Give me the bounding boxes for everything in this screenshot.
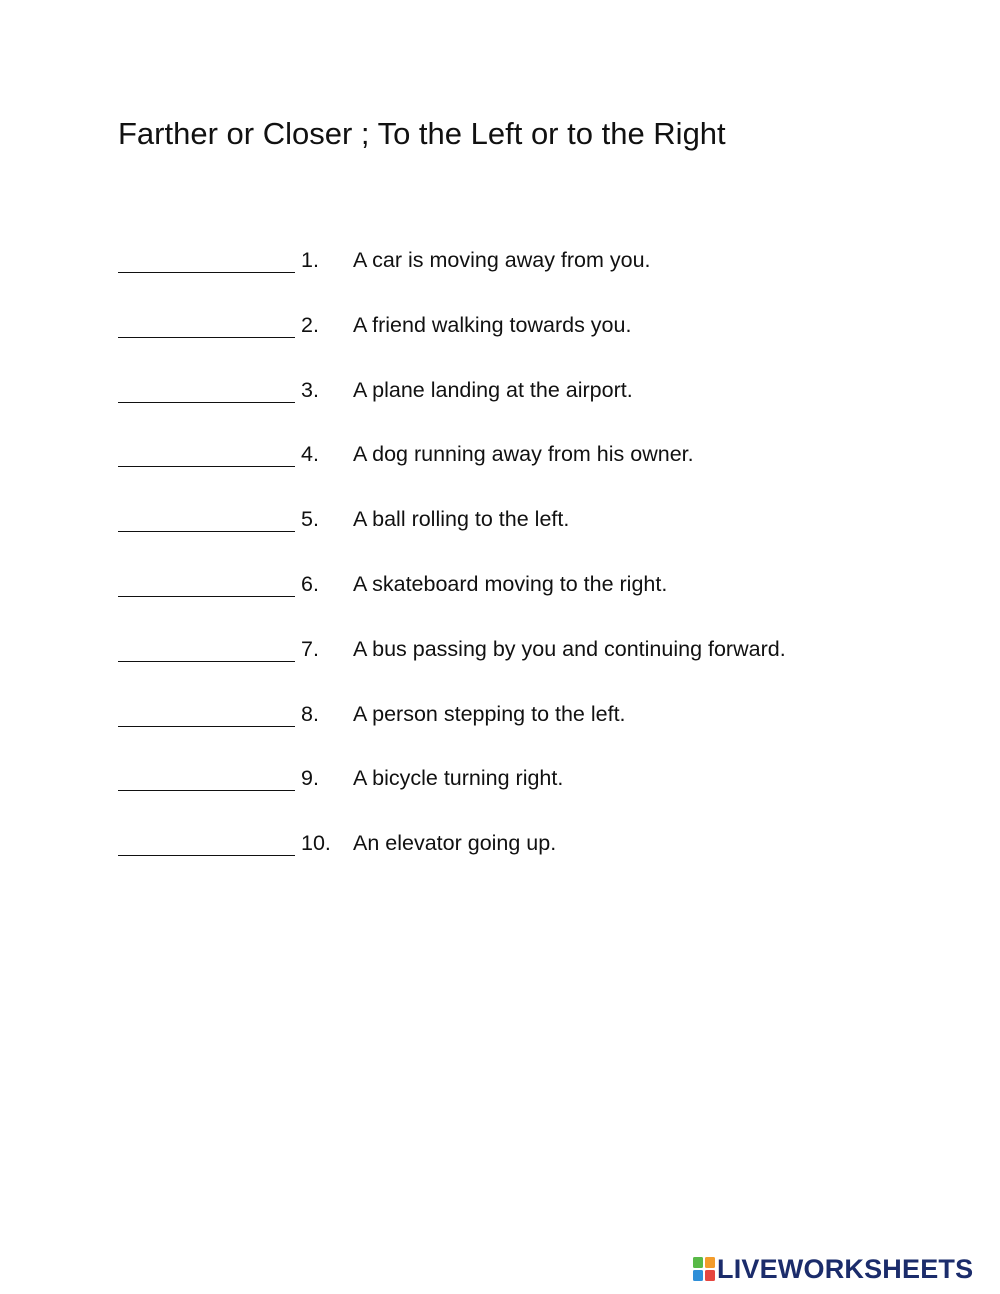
answer-blank[interactable] <box>118 726 295 727</box>
question-text: A plane landing at the airport. <box>353 377 633 402</box>
answer-blank[interactable] <box>118 661 295 662</box>
liveworksheets-logo[interactable] <box>693 1254 973 1284</box>
logo-mark-tile-e <box>705 1270 715 1281</box>
question-number: 3. <box>301 377 319 402</box>
question-number: 7. <box>301 636 319 661</box>
question-number: 10. <box>301 831 331 856</box>
worksheet-title: Farther or Closer ; To the Left or to the Right <box>118 116 726 151</box>
answer-blank[interactable] <box>118 337 295 338</box>
answer-blank[interactable] <box>118 790 295 791</box>
question-number: 9. <box>301 766 319 791</box>
logo-mark-tile-l <box>693 1257 703 1268</box>
question-number: 5. <box>301 507 319 532</box>
logo-mark-tile-v <box>693 1270 703 1281</box>
question-number: 1. <box>301 248 319 272</box>
logo-mark-tile-i <box>705 1257 715 1268</box>
question-text: A friend walking towards you. <box>353 312 632 337</box>
question-text: A dog running away from his owner. <box>353 442 694 467</box>
question-text: A ball rolling to the left. <box>353 507 570 532</box>
answer-blank[interactable] <box>118 855 295 856</box>
question-number: 8. <box>301 701 319 726</box>
question-text: An elevator going up. <box>353 831 557 856</box>
question-text: A skateboard moving to the right. <box>353 571 668 596</box>
answer-blank[interactable] <box>118 596 295 597</box>
question-number: 4. <box>301 442 319 467</box>
logo-wordmark: LIVEWORKSHEETS <box>717 1254 974 1284</box>
answer-blank[interactable] <box>118 402 295 403</box>
question-text: A car is moving away from you. <box>353 248 651 272</box>
answer-blank[interactable] <box>118 272 295 273</box>
question-text: A bicycle turning right. <box>353 766 564 791</box>
answer-blank[interactable] <box>118 466 295 467</box>
question-number: 6. <box>301 571 319 596</box>
question-text: A person stepping to the left. <box>353 701 626 726</box>
liveworksheets-logo-icon <box>693 1257 715 1281</box>
answer-blank[interactable] <box>118 531 295 532</box>
question-text: A bus passing by you and continuing forward. <box>353 636 786 661</box>
question-number: 2. <box>301 312 319 337</box>
